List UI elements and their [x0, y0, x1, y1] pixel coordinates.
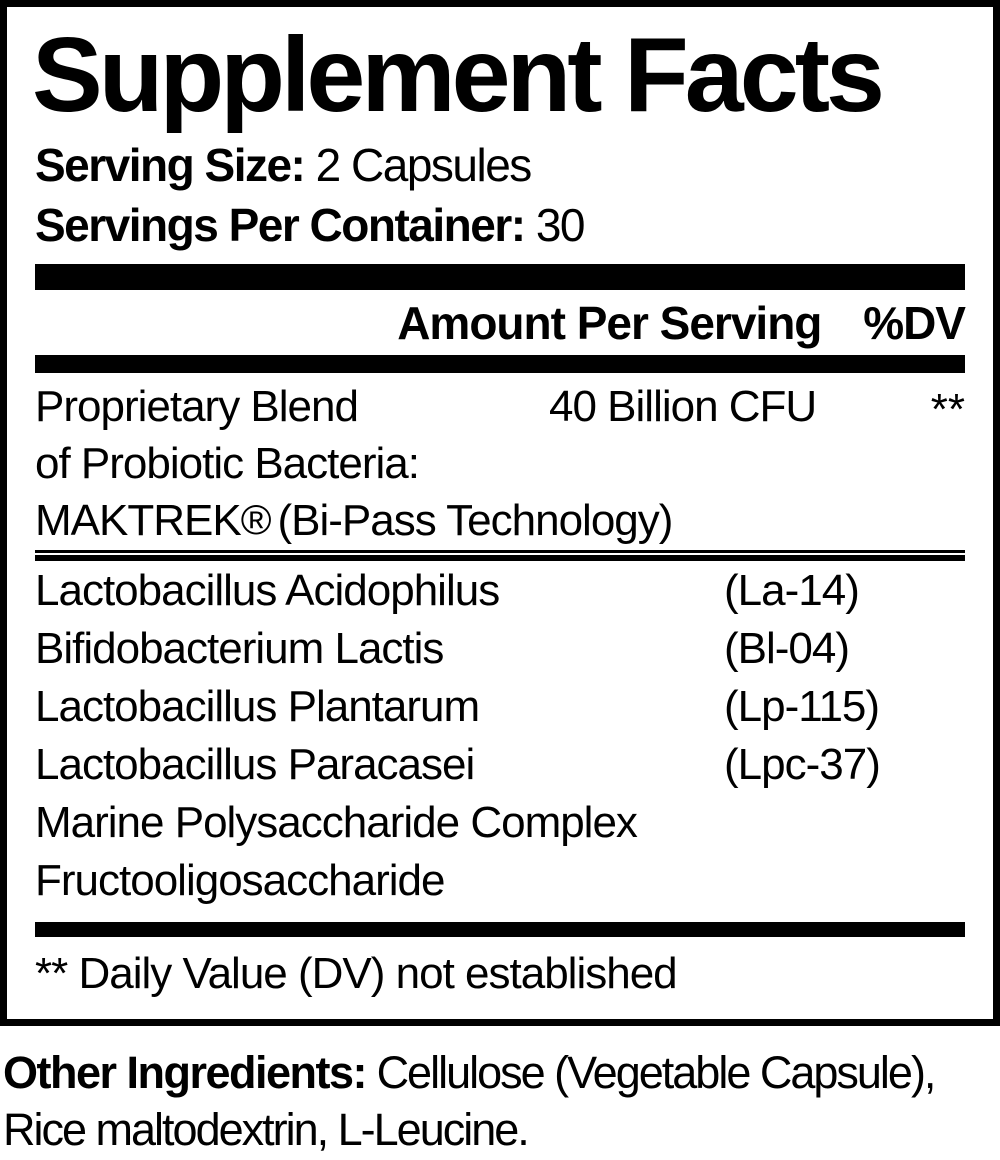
other-ingredients-line2: Rice maltodextrin, L-Leucine.	[3, 1104, 528, 1155]
blend-dv-asterisks: **	[930, 385, 965, 435]
ingredient-name: Lactobacillus Plantarum	[35, 682, 480, 732]
ingredient-row	[35, 852, 965, 910]
panel-title: Supplement Facts	[32, 16, 881, 134]
percent-dv-label: %DV	[863, 297, 965, 350]
ingredient-row	[35, 678, 965, 736]
other-ingredients-section	[3, 1044, 1000, 1158]
ingredient-row	[35, 794, 965, 852]
other-ingredients-label: Other Ingredients:	[3, 1047, 367, 1098]
daily-value-footnote: ** Daily Value (DV) not established	[35, 949, 677, 999]
amount-header-row	[35, 290, 965, 355]
double-rule-divider	[35, 550, 965, 561]
thick-divider-header	[35, 355, 965, 373]
blend-amount-value: 40 Billion CFU	[549, 382, 817, 432]
blend-brand-name: MAKTREK	[35, 496, 241, 546]
amount-per-serving-label: Amount Per Serving	[397, 297, 822, 350]
servings-per-container-label: Servings Per Container:	[35, 199, 525, 252]
ingredient-strain-code: (Lp-115)	[724, 682, 880, 732]
servings-per-container-value: 30	[535, 199, 584, 252]
ingredient-name: Lactobacillus Acidophilus	[35, 566, 500, 616]
ingredient-row	[35, 620, 965, 678]
ingredient-name: Fructooligosaccharide	[35, 856, 445, 906]
ingredient-strain-code: (La-14)	[724, 566, 859, 616]
blend-line3	[35, 492, 965, 549]
other-ingredients-line1: Cellulose (Vegetable Capsule),	[376, 1047, 935, 1098]
blend-line1: Proprietary Blend	[35, 382, 358, 432]
ingredient-name: Lactobacillus Paracasei	[35, 740, 475, 790]
blend-technology-text: (Bi-Pass Technology)	[277, 496, 673, 546]
ingredient-strain-code: (Lpc-37)	[724, 740, 880, 790]
servings-per-container-line	[35, 195, 965, 255]
ingredient-row	[35, 562, 965, 620]
ingredient-name: Marine Polysaccharide Complex	[35, 798, 637, 848]
ingredient-strain-code: (Bl-04)	[724, 624, 850, 674]
blend-line2: of Probiotic Bacteria:	[35, 439, 419, 489]
serving-size-line	[35, 135, 965, 195]
ingredient-row	[35, 736, 965, 794]
proprietary-blend-section	[35, 373, 965, 549]
ingredients-list	[35, 561, 965, 910]
registered-trademark-symbol: ®	[240, 496, 272, 544]
thick-divider-bottom	[35, 922, 965, 937]
ingredient-name: Bifidobacterium Lactis	[35, 624, 444, 674]
serving-size-label: Serving Size:	[35, 139, 305, 192]
serving-size-value: 2 Capsules	[315, 139, 531, 192]
thick-divider-top	[35, 264, 965, 290]
